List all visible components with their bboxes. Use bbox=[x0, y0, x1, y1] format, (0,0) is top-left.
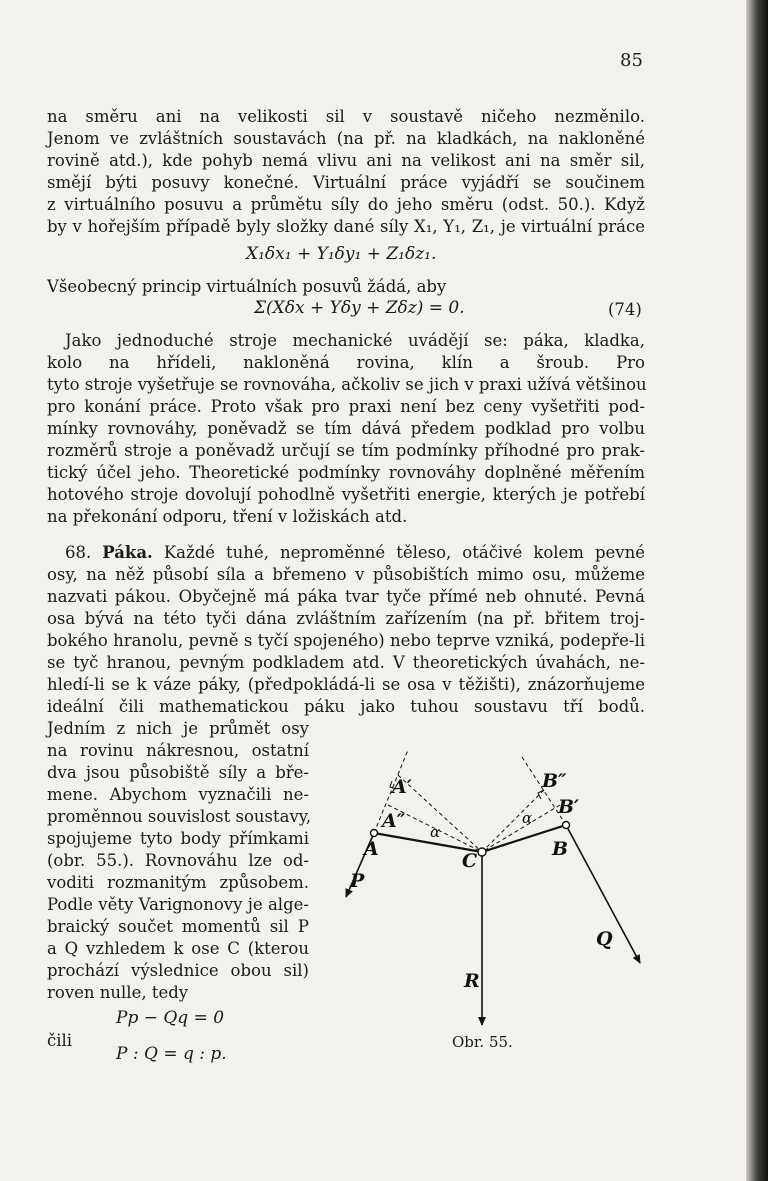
paragraph2-line-8: hotového stroje dovolují pohodlně vyšetřiti energie, kterých je potřebí bbox=[47, 485, 645, 504]
formula-ratio: P : Q = q : p. bbox=[116, 1044, 227, 1064]
label-B: B bbox=[552, 838, 569, 860]
point-B bbox=[563, 822, 570, 829]
wrap-line-5: proměnnou souvislost soustavy, bbox=[47, 807, 312, 826]
label-Q: Q bbox=[596, 928, 613, 950]
paragraph1-line-4: smějí býti posuvy konečné. Virtuální práce vyjádří se součinem bbox=[47, 173, 645, 192]
wrap-line-13: roven nulle, tedy bbox=[47, 983, 189, 1002]
wrap-line-6: spojujeme tyto body přímkami bbox=[47, 829, 309, 848]
label-B-double-prime: B″ bbox=[542, 770, 567, 792]
label-A-double-prime: A″ bbox=[382, 810, 406, 832]
point-C bbox=[478, 848, 486, 856]
paragraph1-line-1: na směru ani na velikosti sil v soustavě ničeho nezměnilo. bbox=[47, 107, 645, 126]
page-number: 85 bbox=[620, 50, 643, 71]
wrap-line-11: a Q vzhledem k ose C (kterou bbox=[47, 939, 309, 958]
dashed-line-right-lower bbox=[482, 805, 560, 852]
paragraph3-line-7: ideální čili mathematickou páku jako tuhou soustavu tří bodů. bbox=[47, 697, 645, 716]
paragraph1-line-3: rovině atd.), kde pohyb nemá vlivu ani na velikost ani na směr sil, bbox=[47, 151, 645, 170]
wrap-line-7: (obr. 55.). Rovnováhu lze od- bbox=[47, 851, 309, 870]
wrap-line-1: Jedním z nich je průmět osy bbox=[47, 719, 309, 738]
label-alpha-right: α bbox=[522, 809, 533, 827]
paragraph2-line-7: tický účel jeho. Theoretické podmínky rovnováhy doplněné měřením bbox=[47, 463, 645, 482]
paragraph3-line-6: hledí-li se k váze páky, (předpokládá-li se osa v těžišti), znázorňujeme bbox=[47, 675, 645, 694]
label-A-prime: A′ bbox=[392, 776, 412, 798]
wrap-line-3: dva jsou působiště síly a bře- bbox=[47, 763, 309, 782]
label-R: R bbox=[464, 970, 480, 992]
formula-virtual-displacement: Σ(Xδx + Yδy + Zδz) = 0. bbox=[254, 298, 465, 318]
wrap-line-8: voditi rozmanitým způsobem. bbox=[47, 873, 309, 892]
formula-virtual-work: X₁δx₁ + Y₁δy₁ + Z₁δz₁. bbox=[246, 244, 437, 264]
paragraph2-line-9: na překonání odporu, tření v ložiskách atd. bbox=[47, 507, 408, 526]
paragraph2-line-1: Jako jednoduché stroje mechanické uvádějí se: páka, kladka, bbox=[65, 331, 645, 350]
section-heading-line bbox=[65, 542, 645, 564]
label-B-prime: B′ bbox=[558, 796, 580, 818]
paragraph2-line-2: kolo na hřídeli, nakloněná rovina, klín a šroub. Pro bbox=[47, 353, 645, 372]
section-number: 68. bbox=[65, 543, 92, 562]
wrap-line-4: mene. Abychom vyznačili ne- bbox=[47, 785, 309, 804]
paragraph3-line-1: osy, na něž působí síla a břemeno v působištích mimo osu, můžeme bbox=[47, 565, 645, 584]
label-P: P bbox=[350, 870, 365, 892]
equation-number: (74) bbox=[608, 300, 642, 319]
paragraph2-line-4: pro konání práce. Proto však pro praxi není bez ceny vyšetřiti pod- bbox=[47, 397, 645, 416]
formula-moments: Pp − Qq = 0 bbox=[116, 1008, 225, 1028]
section-title: Páka. bbox=[102, 543, 153, 562]
point-A bbox=[371, 830, 378, 837]
label-alpha-left: α bbox=[430, 823, 441, 841]
label-C: C bbox=[462, 850, 478, 872]
paragraph1-line-2: Jenom ve zvláštních soustavách (na př. na kladkách, na nakloněné bbox=[47, 129, 645, 148]
paragraph3-line-5: se tyč hranou, pevným podkladem atd. V theoretických úvahách, ne- bbox=[47, 653, 645, 672]
paragraph3-line-3: osa bývá na této tyči dána zvláštním zařízením (na př. břitem troj- bbox=[47, 609, 645, 628]
wrap-line-12: prochází výslednice obou sil) bbox=[47, 961, 309, 980]
figure-caption: Obr. 55. bbox=[452, 1033, 513, 1051]
paragraph3-line-2: nazvati pákou. Obyčejně má páka tvar tyče přímé neb ohnuté. Pevná bbox=[47, 587, 645, 606]
paragraph1-line-5: z virtuálního posuvu a průmětu síly do jeho směru (odst. 50.). Když bbox=[47, 195, 645, 214]
principle-line: Všeobecný princip virtuálních posuvů žádá, aby bbox=[47, 277, 447, 296]
lever-figure bbox=[330, 735, 660, 1035]
wrap-line-10: braický součet momentů sil P bbox=[47, 917, 309, 936]
section-intro: Každé tuhé, neproměnné těleso, otáčivé kolem pevné bbox=[163, 543, 646, 562]
paragraph3-line-4: bokého hranolu, pevně s tyčí spojeného) nebo teprve vzniká, podepře-li bbox=[47, 631, 645, 650]
paragraph2-line-3: tyto stroje vyšetřuje se rovnováha, ačkoliv se jich v praxi užívá většinou bbox=[47, 375, 647, 394]
page-edge-shadow bbox=[746, 0, 768, 1181]
wrap-line-2: na rovinu nákresnou, ostatní bbox=[47, 741, 309, 760]
paragraph2-line-6: rozměrů stroje a poněvadž určují se tím podmínky příhodné pro prak- bbox=[47, 441, 645, 460]
cili-label: čili bbox=[47, 1031, 73, 1050]
paragraph1-line-6: by v hořejším případě byly složky dané síly X₁, Y₁, Z₁, je virtuální práce bbox=[47, 217, 645, 236]
label-A: A bbox=[364, 838, 379, 860]
wrap-line-9: Podle věty Varignonovy je alge- bbox=[47, 895, 309, 914]
paragraph2-line-5: mínky rovnováhy, poněvadž se tím dává předem podklad pro volbu bbox=[47, 419, 645, 438]
